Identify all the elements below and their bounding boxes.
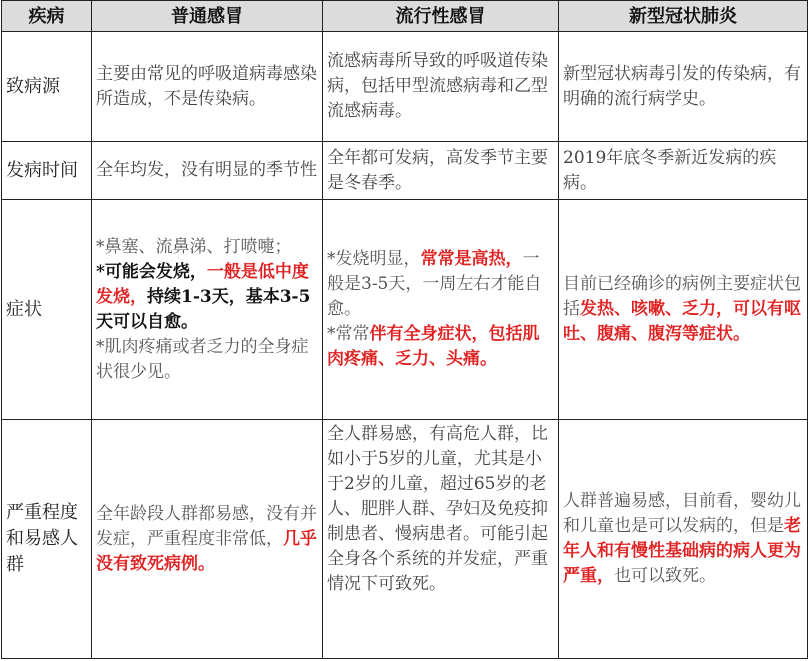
covid-severity-tail: 也可以致死。	[614, 566, 716, 586]
cell-flu-severity: 全人群易感，有高危人群，比如小于5岁的儿童，尤其是小于2岁的儿童，超过65岁的老人、肥胖人群、孕妇及免疫抑制患者、慢病患者。可能引起全身各个系统的并发症，严重情况下可致死。	[323, 420, 559, 659]
cold-symptom-line-3: *肌肉疼痛或者乏力的全身症状很少见。	[96, 336, 309, 382]
cell-cold-severity	[92, 420, 323, 659]
cell-cold-symptoms	[92, 200, 323, 420]
cold-symptom-duration: 持续1-3天，基本3-5天可以自愈。	[96, 286, 311, 332]
cold-severity-text: 全年龄段人群都易感，没有并发症，严重程度非常低，	[96, 503, 317, 549]
flu-symptom-often: *常常	[327, 324, 370, 344]
table-row-source	[2, 32, 808, 142]
header-row	[2, 1, 808, 32]
flu-symptom-line-1	[327, 247, 554, 322]
row-label-severity: 严重程度和易感人群	[2, 420, 92, 659]
row-label-source: 致病源	[2, 32, 92, 142]
cold-severity-highlight: 几乎没有致死病例。	[96, 528, 317, 574]
cold-symptom-fever: *可能会发烧，	[96, 261, 207, 282]
header-common-cold: 普通感冒	[92, 1, 323, 32]
cell-covid-symptoms	[559, 200, 808, 420]
header-influenza: 流行性感冒	[323, 1, 559, 32]
header-covid: 新型冠状肺炎	[559, 1, 808, 32]
cell-flu-onset: 全年都可发病，高发季节主要是冬春季。	[323, 142, 559, 200]
cold-symptom-line-1: *鼻塞、流鼻涕、打喷嚏；	[96, 236, 292, 257]
flu-symptom-duration: 一般是3-5天，一周左右才能自愈。	[327, 249, 542, 319]
flu-symptom-fever: *发烧明显，	[327, 249, 421, 269]
covid-severity-highlight: 老年人和有慢性基础病的病人更为严重，	[563, 516, 801, 586]
cold-symptom-fever-highlight: 一般是低中度发烧，	[96, 261, 309, 307]
covid-severity-text: 人群普遍易感，目前看，婴幼儿和儿童也是可以发病的，但是	[563, 491, 801, 536]
cell-flu-source: 流感病毒所导致的呼吸道传染病，包括甲型流感病毒和乙型流感病毒。	[323, 32, 559, 142]
covid-symptom-intro: 目前已经确诊的病例主要症状包括	[563, 274, 801, 319]
header-disease: 疾病	[2, 1, 92, 32]
cell-covid-onset: 2019年底冬季新近发病的疾病。	[559, 142, 808, 200]
cold-symptom-line-2	[96, 260, 318, 335]
table-row-severity	[2, 420, 808, 659]
row-label-onset: 发病时间	[2, 142, 92, 200]
table-row-onset	[2, 142, 808, 200]
cell-cold-onset: 全年均发，没有明显的季节性	[92, 142, 323, 200]
flu-symptom-line-2	[327, 322, 554, 372]
covid-symptom-list: 发热、咳嗽、乏力，可以有呕吐、腹痛、腹泻等症状。	[563, 299, 801, 344]
flu-symptom-systemic: 伴有全身症状，包括肌肉疼痛、乏力、头痛。	[327, 324, 540, 369]
cell-covid-source: 新型冠状病毒引发的传染病，有明确的流行病学史。	[559, 32, 808, 142]
row-label-symptoms: 症状	[2, 200, 92, 420]
cell-covid-severity	[559, 420, 808, 659]
cell-flu-symptoms	[323, 200, 559, 420]
flu-symptom-high-fever: 常常是高热，	[420, 249, 523, 269]
comparison-table	[1, 0, 808, 659]
cell-cold-source: 主要由常见的呼吸道病毒感染所造成，不是传染病。	[92, 32, 323, 142]
table-row-symptoms	[2, 200, 808, 420]
